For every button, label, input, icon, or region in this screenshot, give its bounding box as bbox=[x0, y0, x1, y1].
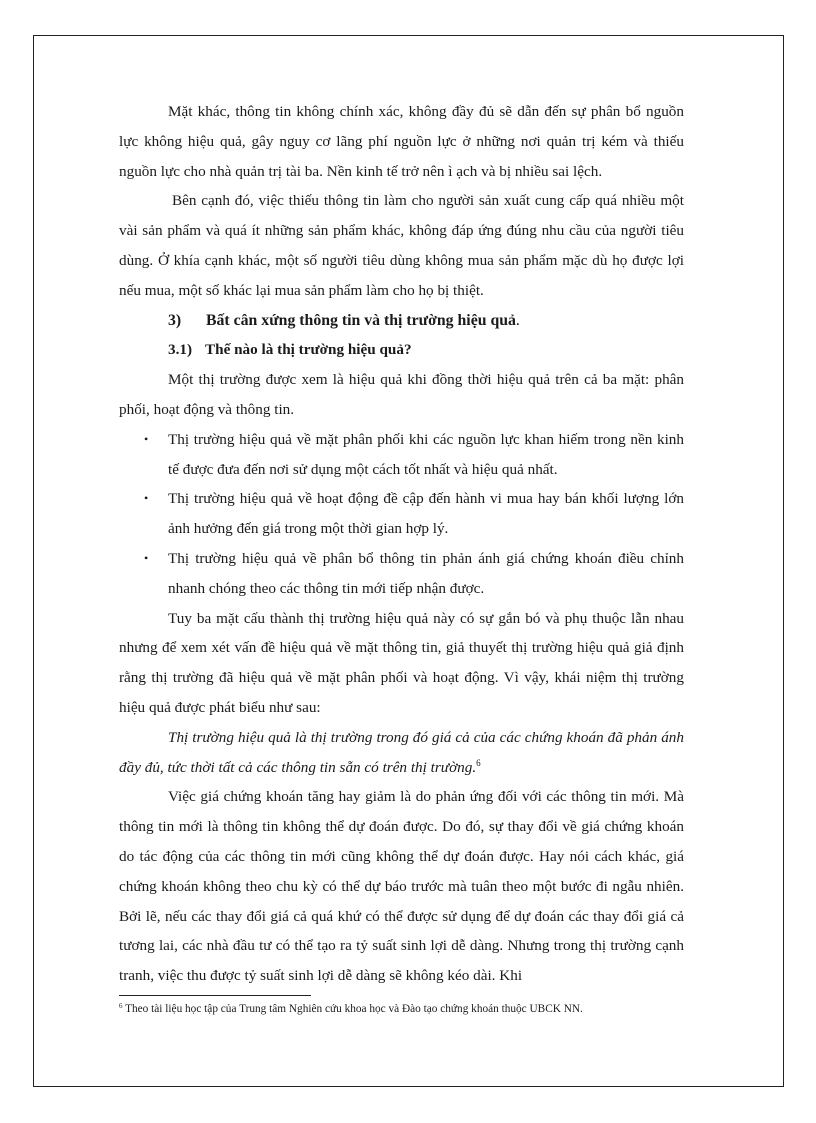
footnote bbox=[119, 1002, 699, 1017]
footnote-reference[interactable]: 6 bbox=[476, 757, 481, 768]
paragraph-resource-allocation: Mặt khác, thông tin không chính xác, không đầy đủ sẽ dẫn đến sự phân bổ nguồn lực không hiệu quả, gây nguy cơ lãng phí nguồn lực ở những nơi quản trị kém và thiếu nguồn lực cho nhà quản trị tài ba. Nền kinh tế trở nên ì ạch và bị nhiều sai lệch. bbox=[119, 103, 684, 180]
paragraph-definition-italic bbox=[119, 723, 684, 783]
paragraph-lack-of-information: Bên cạnh đó, việc thiếu thông tin làm cho người sản xuất cung cấp quá nhiều một vài sản phẩm và quá ít những sản phẩm khác, không đáp ứng đúng nhu cầu của người tiêu dùng. Ở khía cạnh khác, một số người tiêu dùng không mua sản phẩm mặc dù họ được lợi nếu mua, một số khác lại mua sản phẩm làm cho họ bị thiệt. bbox=[119, 192, 684, 299]
list-item-text: Thị trường hiệu quả về hoạt động đề cập đến hành vi mua hay bán khối lượng lớn ảnh hưởng đến giá trong một thời gian hợp lý. bbox=[168, 490, 684, 538]
bullet-list bbox=[119, 425, 684, 604]
subsection-number: 3.1) bbox=[168, 341, 193, 359]
section-heading-3 bbox=[119, 306, 684, 336]
subsection-title: Thế nào là thị trường hiệu quả? bbox=[205, 341, 412, 359]
subsection-heading-3-1 bbox=[119, 335, 684, 365]
list-item-text: Thị trường hiệu quả về mặt phân phối khi các nguồn lực khan hiếm trong nền kinh tế được đưa đến nơi sử dụng một cách tốt nhất và hiệu quả nhất. bbox=[168, 430, 684, 478]
footnote-text: Theo tài liệu học tập của Trung tâm Nghiên cứu khoa học và Đào tạo chứng khoán thuộc UBCK NN. bbox=[122, 1003, 583, 1015]
section-title: Bất cân xứng thông tin và thị trường hiệu quả bbox=[206, 311, 516, 329]
list-item bbox=[119, 544, 684, 604]
section-title-period: . bbox=[515, 311, 520, 329]
footnote-number: 6 bbox=[119, 1002, 123, 1010]
list-item bbox=[119, 425, 684, 485]
document-body bbox=[119, 97, 684, 991]
bullet-icon: • bbox=[144, 491, 149, 506]
footnote-separator bbox=[119, 995, 311, 996]
section-number: 3) bbox=[168, 311, 182, 329]
paragraph-random-walk: Việc giá chứng khoán tăng hay giảm là do phản ứng đối với các thông tin mới. Mà thông tin mới là thông tin không thể dự đoán được. Do đó, sự thay đổi về giá chứng khoán do tác động của các thông tin mới cũng không thể dự đoán được. Hay nói cách khác, giá chứng khoán không theo chu kỳ có thể dự báo trước mà tuân theo một bước đi ngẫu nhiên. Bởi lẽ, nếu các thay đổi giá cả quá khứ có thể được sử dụng để dự đoán các thay đổi giá cả tương lai, các nhà đầu tư có thể tạo ra tỷ suất sinh lợi dễ dàng. Nhưng trong thị trường cạnh tranh, việc thu được tỷ suất sinh lợi dễ dàng sẽ không kéo dài. Khi bbox=[119, 788, 684, 985]
definition-text: Thị trường hiệu quả là thị trường trong đó giá cả của các chứng khoán đã phản ánh đầy đủ, tức thời tất cả các thông tin sẵn có trên thị trường. bbox=[119, 728, 684, 776]
list-item bbox=[119, 484, 684, 544]
paragraph-efficient-market-definition: Một thị trường được xem là hiệu quả khi đồng thời hiệu quả trên cả ba mặt: phân phối, hoạt động và thông tin. bbox=[119, 371, 684, 418]
bullet-icon: • bbox=[144, 431, 149, 446]
bullet-icon: • bbox=[144, 550, 149, 565]
list-item-text: Thị trường hiệu quả về phân bổ thông tin phản ánh giá chứng khoán điều chỉnh nhanh chóng theo các thông tin mới tiếp nhận được. bbox=[168, 549, 684, 597]
paragraph-three-aspects: Tuy ba mặt cấu thành thị trường hiệu quả này có sự gắn bó và phụ thuộc lẫn nhau nhưng để xem xét vấn đề hiệu quả về mặt thông tin, giả thuyết thị trường hiệu quả giả định rằng thị trường đã hiệu quả về mặt phân phối và hoạt động. Vì vậy, khái niệm thị trường hiệu quả được phát biểu như sau: bbox=[119, 609, 684, 716]
